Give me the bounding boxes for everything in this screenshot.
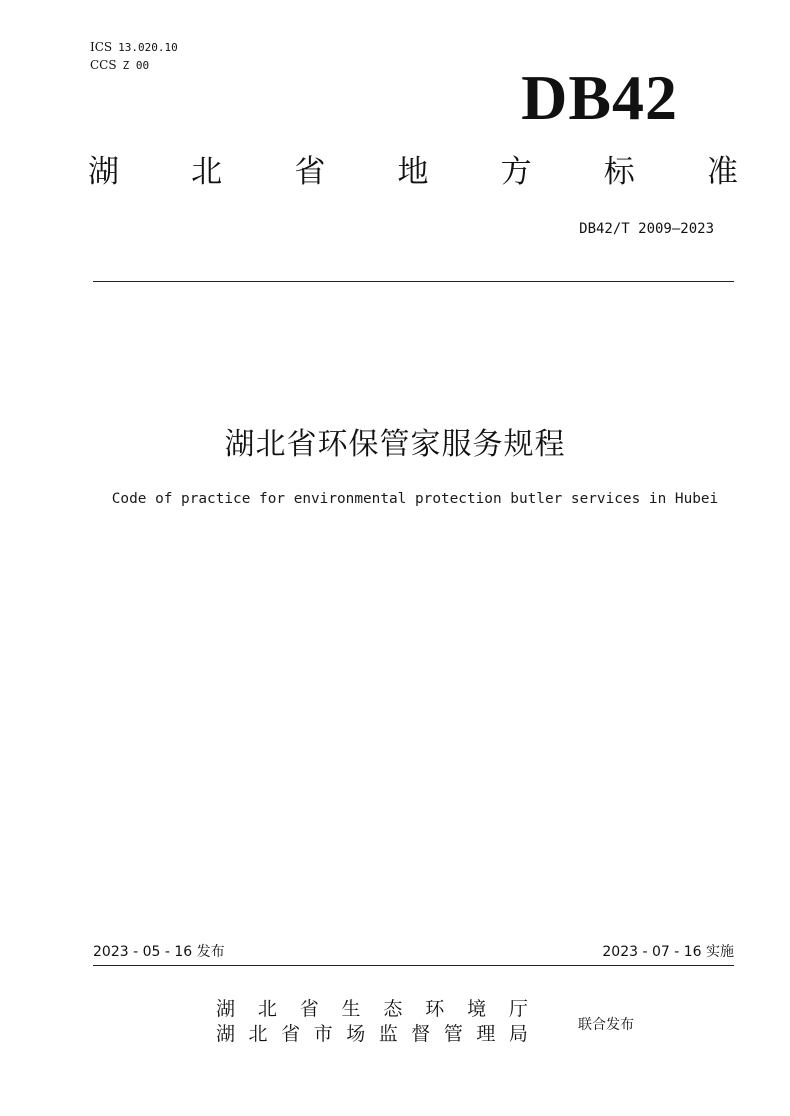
issuer-char: 生	[341, 998, 361, 1020]
top-divider	[93, 281, 734, 282]
ics-code: 13.020.10	[118, 41, 178, 54]
issuer-ecology-department	[216, 997, 528, 1022]
issuer-char: 厅	[508, 998, 528, 1020]
issuer-char: 境	[467, 998, 487, 1020]
ccs-line	[90, 58, 149, 73]
issuer-char: 理	[476, 1023, 496, 1045]
issuer-market-regulation-bureau	[216, 1022, 528, 1047]
standard-type-char: 方	[500, 154, 532, 190]
standard-type-char: 准	[706, 154, 738, 190]
implementation-date: 2023 - 07 - 16 实施	[602, 944, 734, 960]
standard-type-char: 标	[603, 154, 635, 190]
standard-type-char: 湖	[88, 154, 119, 190]
ics-label: ICS	[90, 40, 113, 54]
issuer-char: 北	[248, 1023, 268, 1045]
standard-type-char: 北	[191, 154, 223, 190]
issuer-char: 场	[346, 1023, 366, 1045]
ccs-code: Z 00	[122, 59, 150, 72]
issuer-char: 湖	[216, 1023, 236, 1045]
issue-date: 2023 - 05 - 16 发布	[93, 944, 225, 960]
standard-type-char: 地	[397, 154, 429, 190]
bottom-divider	[93, 965, 734, 966]
issuer-char: 省	[281, 1023, 301, 1045]
standard-number: DB42/T 2009—2023	[579, 221, 714, 237]
issuer-char: 北	[257, 998, 277, 1020]
document-title-chinese: 湖北省环保管家服务规程	[224, 427, 566, 462]
standard-type	[88, 150, 738, 194]
standard-type-char: 省	[294, 154, 326, 190]
ics-line	[90, 40, 178, 55]
joint-issue-label: 联合发布	[578, 1017, 634, 1033]
issuer-char: 环	[425, 998, 445, 1020]
issuing-authorities	[216, 997, 528, 1047]
standard-code: DB42	[521, 62, 678, 133]
ccs-label: CCS	[90, 58, 117, 72]
issuer-char: 督	[411, 1023, 431, 1045]
issuer-char: 监	[378, 1023, 398, 1045]
document-title-english: Code of practice for environmental protection butler services in Hubei	[111, 491, 719, 507]
issuer-char: 管	[443, 1023, 463, 1045]
issuer-char: 湖	[216, 998, 236, 1020]
issuer-char: 省	[299, 998, 319, 1020]
issuer-char: 市	[313, 1023, 333, 1045]
issuer-char: 局	[508, 1023, 528, 1045]
issuer-char: 态	[383, 998, 403, 1020]
